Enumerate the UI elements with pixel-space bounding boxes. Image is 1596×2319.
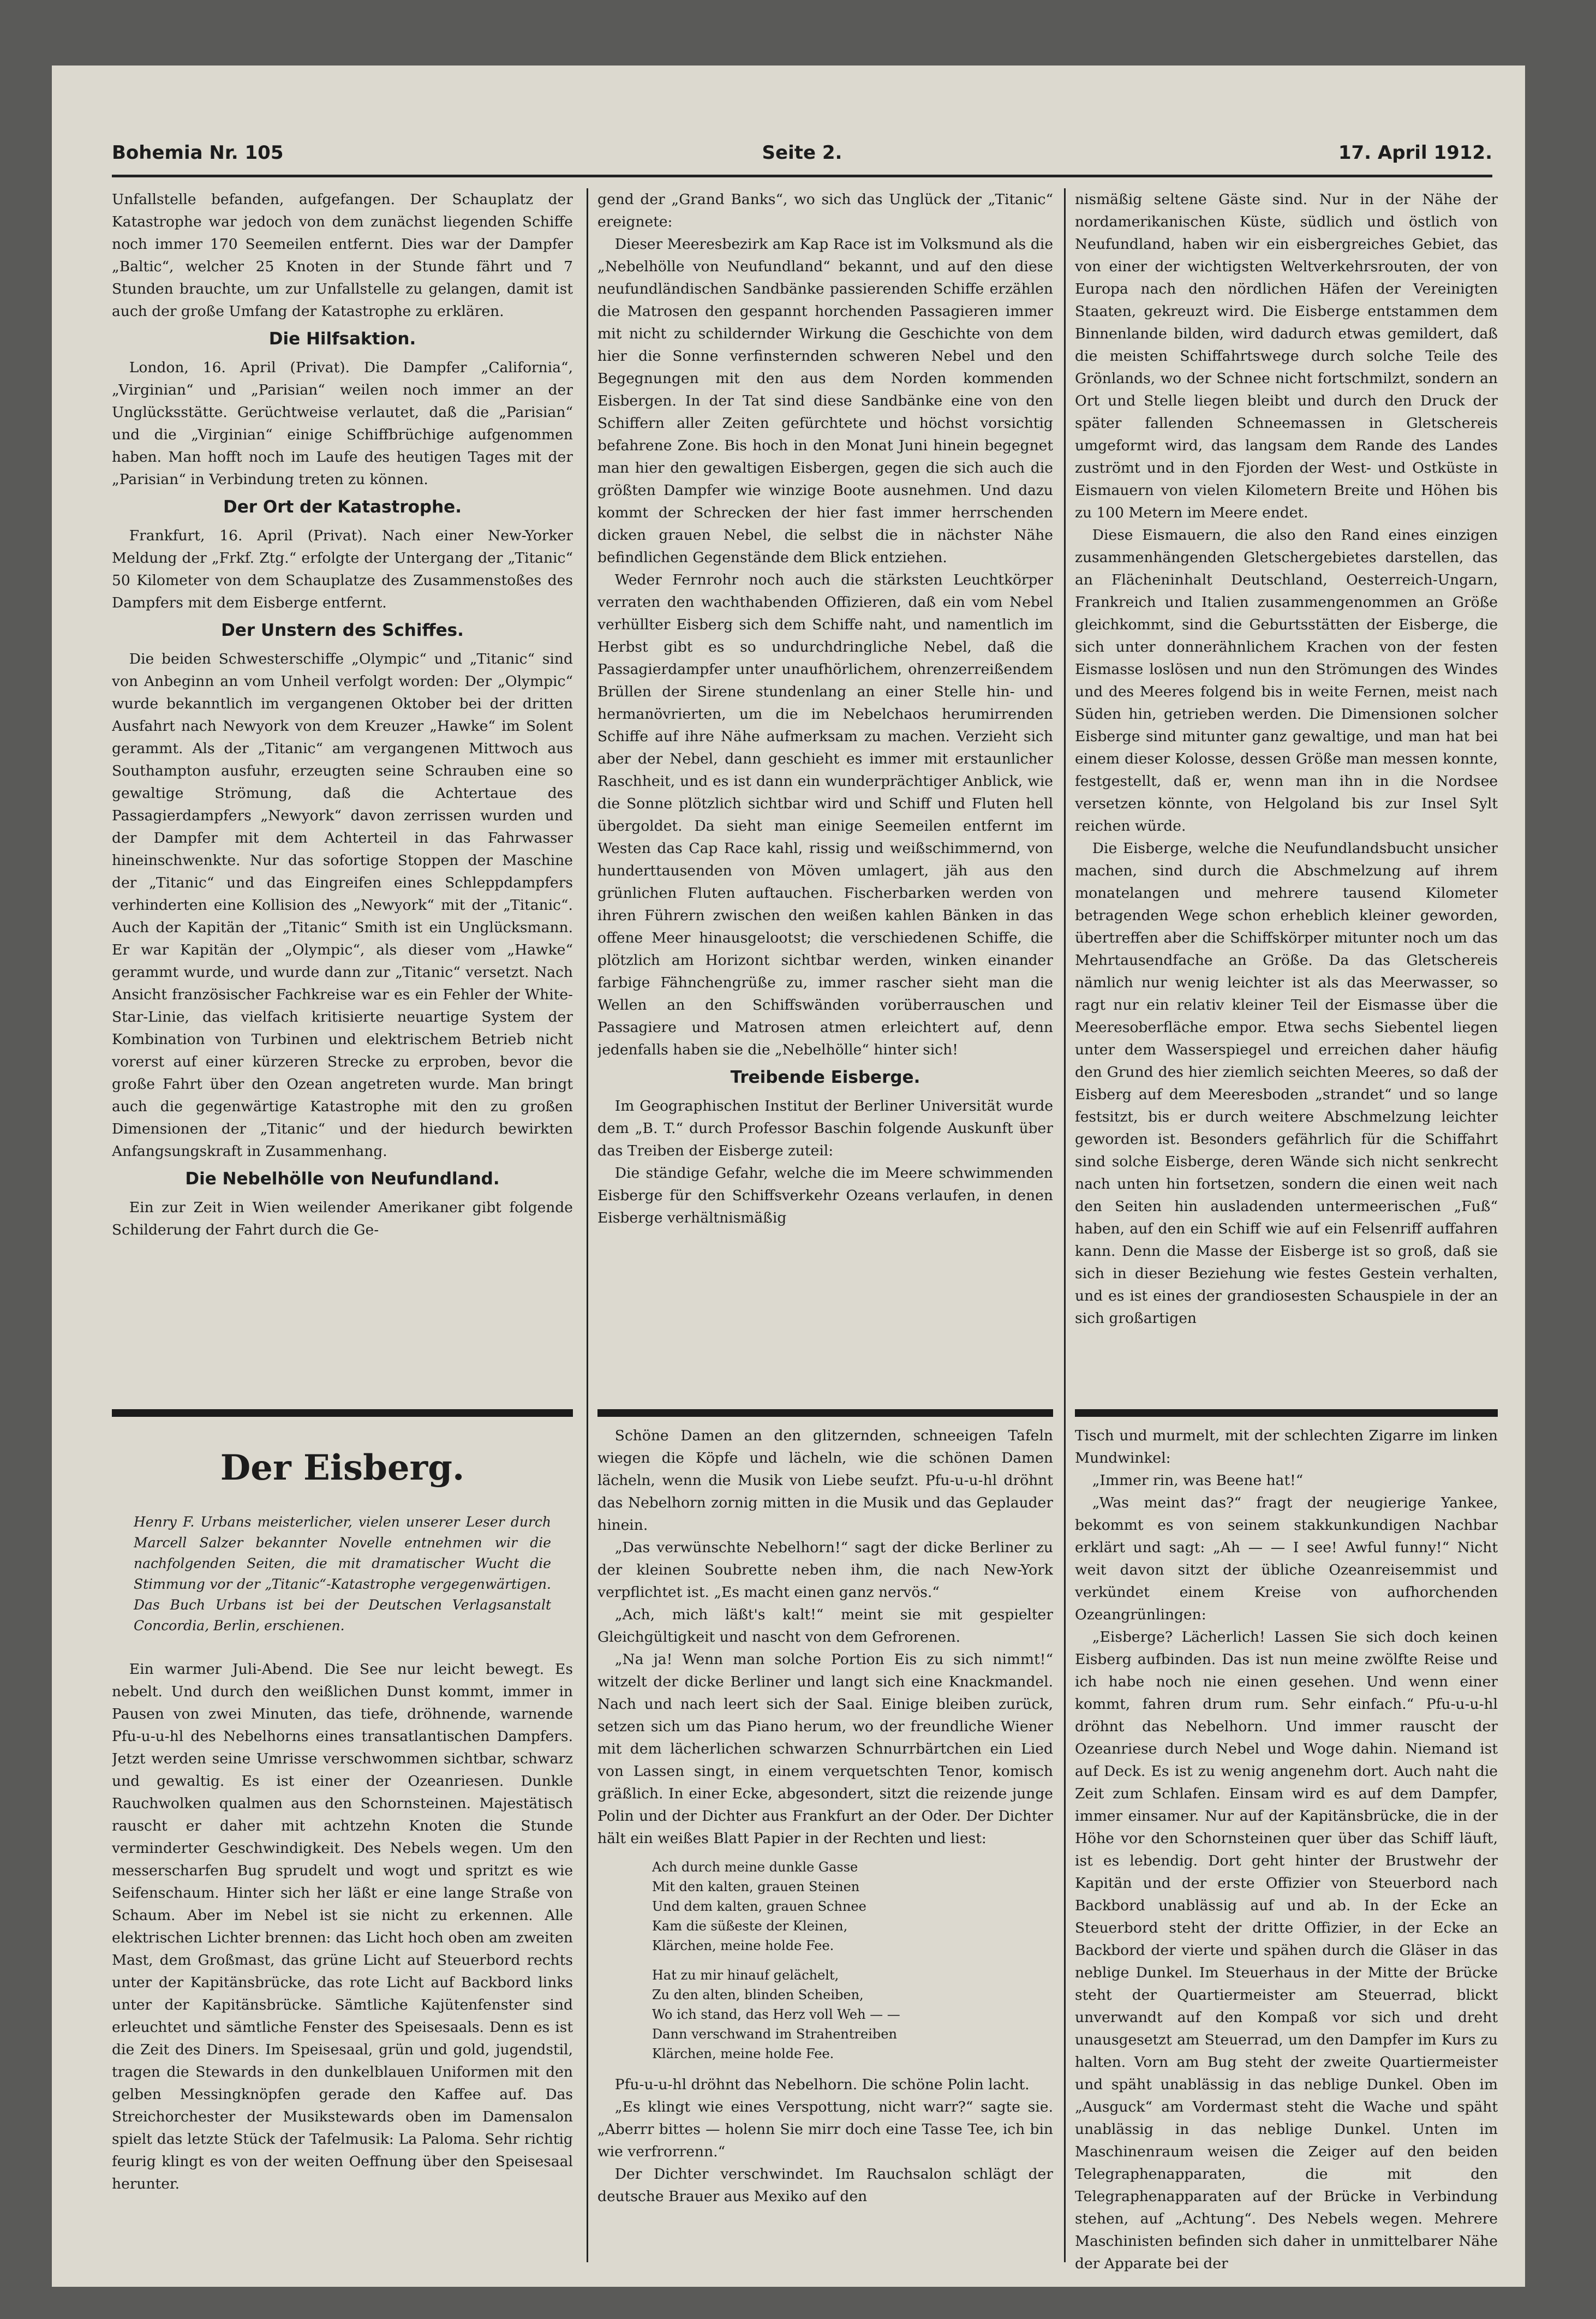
feuilleton-column-3 [1075,1424,1498,2276]
newspaper-page [52,65,1525,2287]
feuilleton-paragraph: „Was meint das?“ fragt der neugierige Yankee, bekommt es von seinem stakkunkundigen Nachbar erklärt und sagt: „Ah — — I see! Awful funny!“ Nicht weit davon sitzt der übliche Ozeanreisemmist und verkündet einem Kreise von aufhorchenden Ozeangrünlingen: [1075,1494,1498,1623]
header-rule [112,175,1492,177]
col3-paragraph: nismäßig seltene Gäste sind. Nur in der Nähe der nordamerikanischen Küste, südlich und östlich von Neufundland, haben wir ein eisbergreiches Gebiet, das von einer der wichtigsten Weltverkehrsrouten, der von Europa nach den nördlichen Häfen der Vereinigten Staaten, gekreuzt wird. Die Eisberge entstammen dem Binnenlande bilden, wird dadurch etwas gemildert, daß die meisten Schiffahrtswege durch solche Teile des Grönlands, wo der Schnee nicht fortschmilzt, sondern an Ort und Stelle liegen bleibt und durch den Druck der später fallenden Schneemassen in Gletschereis umgeformt wird, das langsam dem Rande des Landes zuströmt und in den Fjorden der West- und Ostküste in Eismauern von vielen Kilometern Breite und Höhen bis zu 100 Metern im Meere endet. [1075,191,1498,521]
feuilleton-paragraph: „Na ja! Wenn man solche Portion Eis zu sich nimmt!“ witzelt der dicke Berliner und langt sich eine Knackmandel. Nach und nach leert sich der Saal. Einige bleiben zurück, setzen sich um das Piano herum, wo der freundliche Wiener mit dem lächerlichen schwarzen Schnurrbärtchen ein Lied von Lassen singt, in einem verquetschten Tenor, komisch gräßlich. In einer Ecke, abgesondert, sitzt die reizende junge Polin und der Dichter aus Frankfurt an der Oder. Der Dichter hält ein weißes Blatt Papier in der Rechten und liest: [597,1651,1053,1847]
feuilleton-paragraph: Pfu-u-u-hl dröhnt das Nebelhorn. Die schöne Polin lacht. [614,2076,1030,2093]
feuilleton-column-2 [597,1424,1053,2276]
feuilleton-paragraph: Der Dichter verschwindet. Im Rauchsalon schlägt der deutsche Brauer aus Mexiko auf den [597,2166,1053,2205]
feuilleton-paragraph: „Immer rin, was Beene hat!“ [1092,1472,1304,1489]
poem-line: Wo ich stand, das Herz voll Weh — — [652,2007,900,2022]
feuilleton-paragraph: Ein warmer Juli-Abend. Die See nur leicht bewegt. Es nebelt. Und durch den weißlichen Dunst kommt, immer in Pausen von zwei Minuten, das tiefe, dröhnende, warnende Pfu-u-u-hl des Nebelhorns eines transatlantischen Dampfers. Jetzt werden seine Umrisse verschwommen sichtbar, schwarz und gewaltig. Es ist einer der Ozeanriesen. Dunkle Rauchwolken qualmen aus den Schornsteinen. Majestätisch rauscht er daher mit achtzehn Knoten die Stunde verminderter Geschwindigkeit. Des Nebels wegen. Um den messerscharfen Bug sprudelt und wogt und spritzt es wie Seifenschaum. Hinter sich her läßt er eine lange Straße von Schaum. Aber im Nebel ist sie nicht zu erkennen. Alle elektrischen Lichter brennen: das Licht hoch oben am zweiten Mast, dem Großmast, das grüne Licht auf Steuerbord rechts unter der Kapitänsbrücke, das rote Licht auf Backbord links unter der Kapitänsbrücke. Sämtliche Kajütenfenster sind erleuchtet und sämtliche Fenster des Speisesaals. Denn es ist die Zeit des Diners. Im Speisesaal, grün und gold, jugendstil, tragen die Stewards in den dunkelblauen Uniformen mit den gelben Messingknöpfen gerade den Kaffee auf. Das Streichorchester der Musikstewards oben im Damensalon spielt das letzte Stück der Tafelmusik: La Paloma. Sehr richtig feurig klingt es von der weiten Oeffnung über den Speisesaal herunter. [112,1661,573,2192]
poem [597,1857,1053,2064]
poem-line: Zu den alten, blinden Scheiben, [652,1987,864,2002]
poem-line: Und dem kalten, grauen Schnee [652,1899,866,1914]
col1-paragraph: Die beiden Schwesterschiffe „Olympic“ und „Titanic“ sind von Anbeginn an vom Unheil verfolgt worden: Der „Olympic“ wurde bekanntlich im vergangenen Oktober bei der dritten Ausfahrt nach Newyork von dem Kreuzer „Hawke“ im Solent gerammt. Als der „Titanic“ am vergangenen Mittwoch aus Southampton ausfuhr, erzeugten seine Schrauben eine so gewaltige Strömung, daß die Achtertaue des Passagierdampfers „Newyork“ davon zerrissen wurden und der Dampfer mit dem Achterteil in das Fahrwasser hineinschwenkte. Nur das sofortige Stoppen der Maschine der „Titanic“ und das Eingreifen eines Schleppdampfers verhinderten eine Kollision des „Newyork“ mit der „Titanic“. Auch der Kapitän der „Titanic“ Smith ist ein Unglücksmann. Er war Kapitän der „Olympic“, als dieser vom „Hawke“ gerammt wurde, und wurde dann zur „Titanic“ versetzt. Nach Ansicht französischer Fachkreise war es ein Fehler der White-Star-Linie, das vielfach kritisierte neuartige System der Kombination von Turbinen und elektrischem Betrieb nicht vorerst auf einer kürzeren Strecke zu erproben, bevor die große Fahrt über den Ozean angetreten wurde. Man bringt auch die gegenwärtige Katastrophe mit den zu großen Dimensionen der „Titanic“ und der hiedurch bewirkten Anfangsungskraft in Zusammenhang. [112,651,573,1160]
poem-line: Klärchen, meine holde Fee. [652,2046,834,2061]
col1-paragraph: Frankfurt, 16. April (Privat). Nach einer New-Yorker Meldung der „Frkf. Ztg.“ erfolgte der Untergang der „Titanic“ 50 Kilometer von dem Schauplatze des Zusammenstoßes des Dampfers mit dem Eisberge entfernt. [112,527,573,611]
feuilleton-paragraph: „Das verwünschte Nebelhorn!“ sagt der dicke Berliner zu der kleinen Soubrette neben ihm, die nach New-York verpflichtet ist. „Es macht einen ganz nervös.“ [597,1539,1053,1601]
feuilleton-rule [1075,1409,1498,1417]
feuilleton-rule [112,1409,573,1417]
header-issue: Bohemia Nr. 105 [112,142,284,164]
feuilleton-paragraph: Tisch und murmelt, mit der schlechten Zigarre im linken Mundwinkel: [1075,1427,1498,1466]
poem-stanza-2 [652,1965,1053,2064]
col3-paragraph: Die Eisberge, welche die Neufundlandsbucht unsicher machen, sind durch die Abschmelzung auf ihrem monatelangen und mehrere tausend Kilometer betragenden Wege schon erheblich kleiner geworden, übertreffen aber die Schiffskörper mitunter noch um das Mehrtausendfache an Größe. Da das Gletschereis nämlich nur wenig leichter ist als das Meerwasser, so ragt nur ein relativ kleiner Teil der Eismasse über die Meeresoberfläche empor. Etwa sechs Siebentel liegen unter dem Wasserspiegel und erreichen daher häufig den Grund des hier ziemlich seichten Meeres, so daß der Eisberg auf dem Meeresboden „strandet“ und so lange festsitzt, bis er durch weitere Abschmelzung leichter geworden ist. Besonders gefährlich für die Schiffahrt sind solche Eisberge, deren Wände sich nicht senkrecht nach unten hin fortsetzen, sondern die einen weit nach den Seiten hin ausladenden untermeerischen „Fuß“ haben, auf den ein Schiff wie auf ein Felsenriff auffahren kann. Denn die Masse der Eisberge ist so groß, daß sie sich in dieser Beziehung wie festes Gestein verhalten, und es ist eines der grandiosesten Schauspiele in der an sich großartigen [1075,840,1498,1327]
news-column-2 [597,188,1053,1400]
feuilleton-paragraph: Schöne Damen an den glitzernden, schneeigen Tafeln wiegen die Köpfe und lächeln, wie die schönen Damen lächeln, wenn die Musik von Liebe seufzt. Pfu-u-u-hl dröhnt das Nebelhorn zornig mitten in die Musik und das Geplauder hinein. [597,1427,1053,1534]
headline-hilfsaktion: Die Hilfsaktion. [268,329,416,349]
col1-paragraph: Ein zur Zeit in Wien weilender Amerikaner gibt folgende Schilderung der Fahrt durch die Ge- [112,1199,573,1238]
feuilleton-column-1 [112,1424,573,2276]
col2-paragraph: Die ständige Gefahr, welche die im Meere schwimmenden Eisberge für den Schiffsverkehr Ozeans verlaufen, in denen Eisberge verhältnismäßig [597,1165,1053,1226]
col1-paragraph: Unfallstelle befanden, aufgefangen. Der Schauplatz der Katastrophe war jedoch von dem zunächst liegenden Schiffe noch immer 170 Seemeilen entfernt. Dies war der Dampfer „Baltic“, welcher 25 Knoten in der Stunde fährt und 7 Stunden brauchte, um zur Unfallstelle zu gelangen, damit ist auch der große Umfang der Katastrophe zu erklären. [112,191,573,320]
news-column-3 [1075,188,1498,1400]
headline-unstern: Der Unstern des Schiffes. [221,621,464,640]
col2-paragraph: gend der „Grand Banks“, wo sich das Unglück der „Titanic“ ereignete: [597,191,1053,230]
col3-paragraph: Diese Eismauern, die also den Rand eines einzigen zusammenhängenden Gletschergebietes darstellen, das an Flächeninhalt Deutschland, Oesterreich-Ungarn, Frankreich und Italien zusammengenommen an Größe gleichkommt, sind die Geburtsstätten der Eisberge, die sich unter donnerähnlichem Krachen von der festen Eismasse loslösen und nun den Strömungen des Windes und des Meeres folgend bis in weite Fernen, meist nach Süden hin, getrieben werden. Die Dimensionen solcher Eisberge sind mitunter ganz gewaltige, und man hat bei einem dieser Kolosse, dessen Größe man messen konnte, festgestellt, daß er, wenn man ihn in die Nordsee versetzen könnte, von Helgoland bis zur Insel Sylt reichen würde. [1075,527,1498,834]
poem-line: Klärchen, meine holde Fee. [652,1938,834,1953]
poem-stanza-1 [652,1857,1053,1956]
poem-line: Kam die süßeste der Kleinen, [652,1918,848,1934]
col2-paragraph: Weder Fernrohr noch auch die stärksten Leuchtkörper verraten den wachthabenden Offizieren, daß ein vom Nebel verhüllter Eisberg sich dem Schiffe naht, und namentlich im Herbst gibt es so undurchdringliche Nebel, daß die Passagierdampfer unter unaufhörlichem, ohrenzerreißendem Brüllen der Sirene stundenlang an einer Stelle hin- und hermanövrierten, um die im Nebelchaos herumirrenden Schiffe auf ihre Nähe aufmerksam zu machen. Verzieht sich aber der Nebel, dann geschieht es immer mit erstaunlicher Raschheit, und es ist dann ein wunderprächtiger Anblick, wie die Sonne plötzlich sichtbar wird und Schiff und Fluten hell übergoldet. Da sieht man einige Seemeilen entfernt im Westen das Cap Race kahl, rissig und weißschimmernd, von hunderttausenden von Möven umlagert, jäh aus den grünlichen Fluten auftauchen. Fischerbarken werden von ihren Führern zwischen den weißen kahlen Bänken in das offene Meer hinausgelootst; die verschiedenen Schiffe, die plötzlich am Horizont sichtbar werden, winken einander farbige Fähnchengrüße zu, immer rascher sieht man die Wellen an den Schiffswänden vorüberrauschen und Passagiere und Matrosen atmen erleichtert auf, denn jedenfalls haben sie die „Nebelhölle“ hinter sich! [597,571,1053,1058]
poem-line: Mit den kalten, grauen Steinen [652,1879,860,1894]
col1-paragraph: London, 16. April (Privat). Die Dampfer „California“, „Virginian“ und „Parisian“ weilen noch immer an der Unglücksstätte. Gerüchtweise verlautet, daß die „Parisian“ und die „Virginian“ einige Schiffbrüchige aufgenommen haben. Man hofft noch im Laufe des heutigen Tages mit der „Parisian“ in Verbindung treten zu können. [112,359,573,488]
headline-nebelhoelle: Die Nebelhölle von Neufundland. [185,1169,500,1189]
feuilleton-title: Der Eisberg. [220,1447,465,1488]
news-column-1 [112,188,573,1400]
column-divider [1064,188,1066,2262]
feuilleton-paragraph: „Ach, mich läßt's kalt!“ meint sie mit gespielter Gleichgültigkeit und nascht von dem Gefrorenen. [597,1606,1053,1646]
header-page-number: Seite 2. [762,142,842,164]
headline-treibende-eisberge: Treibende Eisberge. [730,1068,920,1087]
feuilleton-paragraph: „Es klingt wie eines Verspottung, nicht warr?“ sagte sie. „Aberrr bittes — holenn Sie mirr doch eine Tasse Tee, ich bin wie verfrorrenn.“ [597,2099,1053,2160]
feuilleton-paragraph: „Eisberge? Lächerlich! Lassen Sie sich doch keinen Eisberg aufbinden. Das ist nun meine zwölfte Reise und ich habe noch nie einen gesehen. Und wenn einer kommt, fahren drum rum. Sehr einfach.“ Pfu-u-u-hl dröhnt das Nebelhorn. Und immer rauscht der Ozeanriese durch Nebel und Woge dahin. Niemand ist auf Deck. Es ist zu wenig angenehm dort. Auch naht die Zeit zum Schlafen. Einsam wird es auf dem Dampfer, immer einsamer. Nur auf der Kapitänsbrücke, die in der Höhe vor den Schornsteinen quer über das Schiff läuft, ist es lebendig. Dort geht hinter der Brustwehr der Kapitän und der erste Offizier von Steuerbord nach Backbord unablässig auf und ab. In der Ecke an Steuerbord steht der dritte Offizier, in der Ecke an Backbord der vierte und spähen durch die Gläser in das neblige Dunkel. Im Steuerhaus in der Mitte der Brücke steht der Quartiermeister am Steuerrad, blickt unverwandt auf den Kompaß vor sich und dreht unausgesetzt am Steuerrad, um den Dampfer im Kurs zu halten. Vorn am Bug steht der zweite Quartiermeister und späht unablässig in das neblige Dunkel. Oben im „Ausguck“ am Vordermast steht die Wache und späht unablässig in das neblige Dunkel. Unten im Maschinenraum weisen die Zeiger auf den beiden Telegraphenapparaten, die mit den Telegraphenapparaten auf der Brücke in Verbindung stehen, auf „Achtung“. Des Nebels wegen. Mehrere Maschinisten befinden sich daher in unmittelbarer Nähe der Apparate bei der [1075,1629,1498,2272]
header-date: 17. April 1912. [1338,142,1492,164]
poem-line: Dann verschwand im Strahentreiben [652,2026,897,2042]
feuilleton-rule [597,1409,1053,1417]
feuilleton-intro: Henry F. Urbans meisterlicher, vielen unserer Leser durch Marcell Salzer bekannter Novelle entnehmen wir die nachfolgenden Seiten, die mit dramatischer Wucht die Stimmung vor der „Titanic“-Katastrophe vergegenwärtigen. Das Buch Urbans ist bei der Deutschen Verlagsanstalt Concordia, Berlin, erschienen. [134,1514,551,1634]
poem-line: Ach durch meine dunkle Gasse [652,1859,858,1875]
poem-line: Hat zu mir hinauf gelächelt, [652,1968,839,1983]
col2-paragraph: Dieser Meeresbezirk am Kap Race ist im Volksmund als die „Nebelhölle von Neufundland“ bekannt, und auf den diese neufundländischen Sandbänke passierenden Schiffe erzählen die Matrosen den gespannt horchenden Passagieren immer mit nicht zu schildernder Wirkung die Geschichte von dem hier die Sonne verfinsternden schweren Nebel und den Begegnungen mit den aus dem Norden kommenden Eisbergen. In der Tat sind diese Sandbänke eine von den Schiffern aller Zeiten gefürchtete und höchst vorsichtig befahrene Zone. Bis hoch in den Monat Juni hinein begegnet man hier den gewaltigen Eisbergen, gegen die sich auch die größten Dampfer wie winzige Boote ausnehmen. Und dazu kommt der Schrecken der hier fast immer herrschenden dicken grauen Nebel, die selbst die in nächster Nähe befindlichen Gegenstände dem Blick entziehen. [597,236,1053,566]
column-divider [587,188,588,2262]
col2-paragraph: Im Geographischen Institut der Berliner Universität wurde dem „B. T.“ durch Professor Baschin folgende Auskunft über das Treiben der Eisberge zuteil: [597,1098,1053,1159]
headline-ort-der-katastrophe: Der Ort der Katastrophe. [223,497,462,517]
